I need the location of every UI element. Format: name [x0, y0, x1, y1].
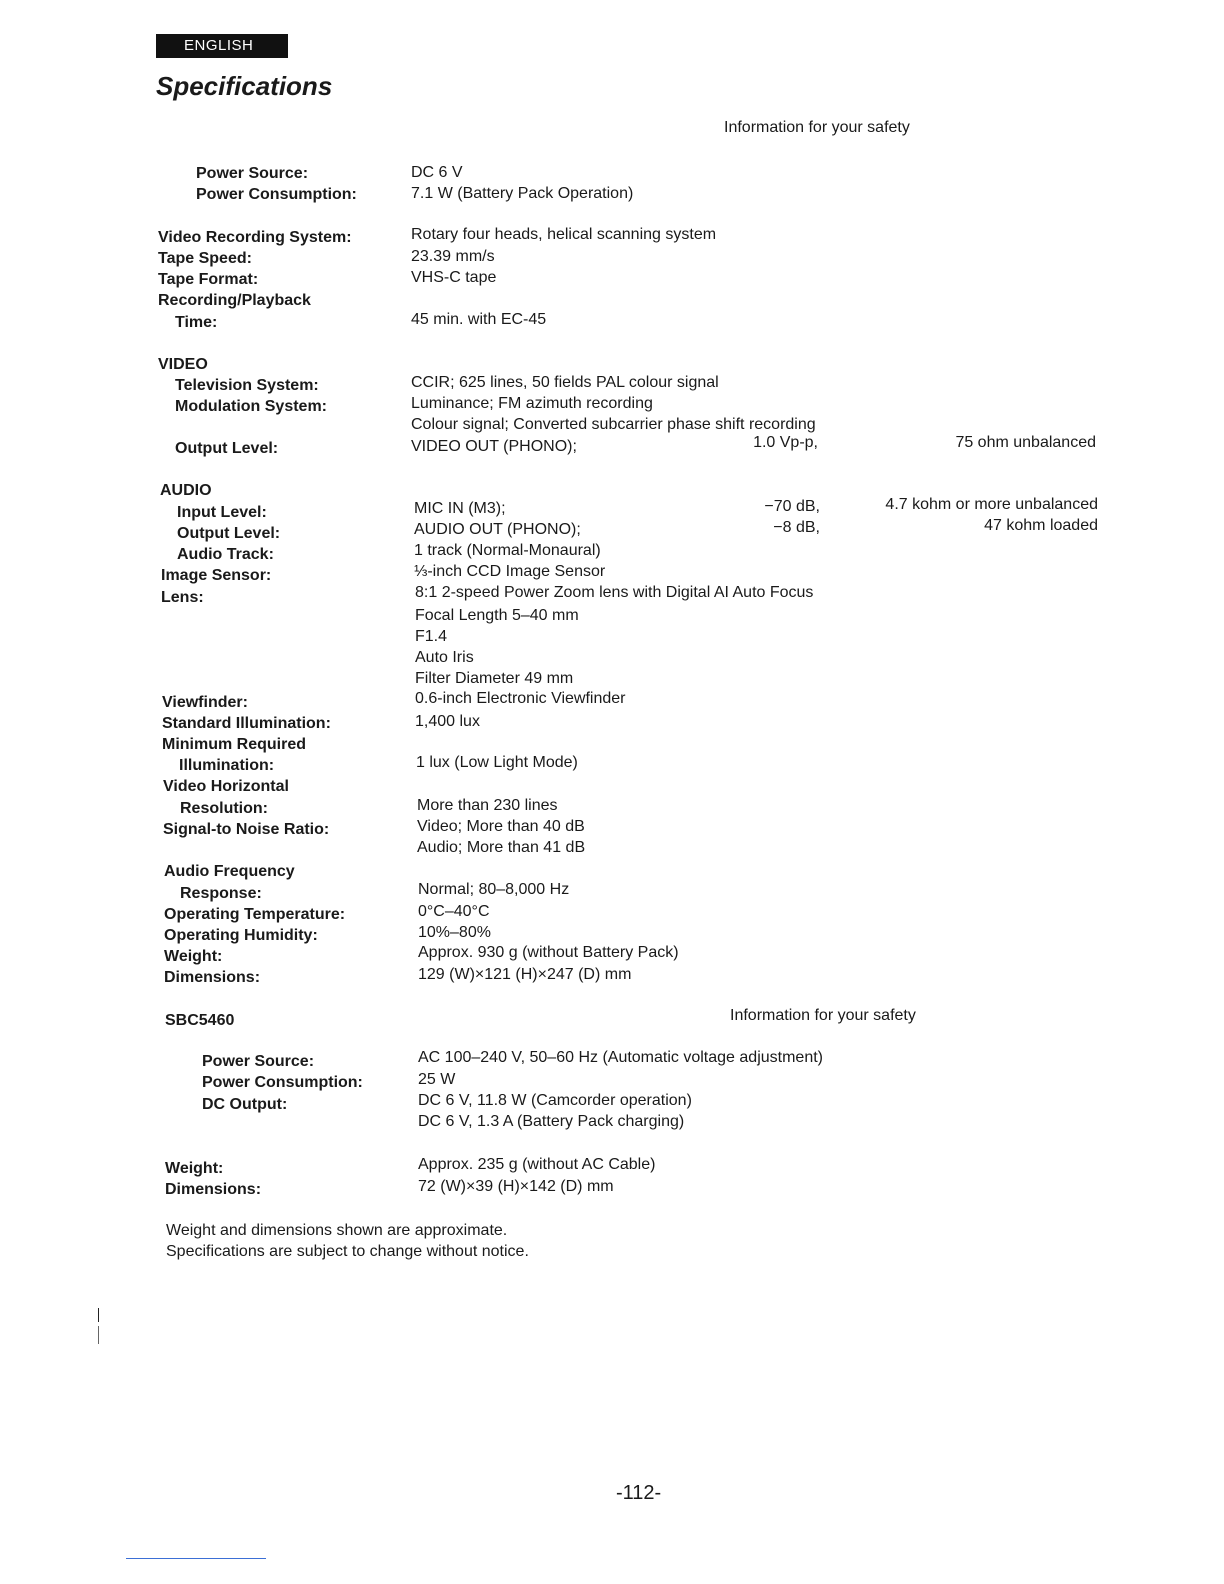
weight-value: Approx. 930 g (without Battery Pack) [418, 944, 679, 961]
page-number: -112- [616, 1482, 662, 1504]
audio-heading: AUDIO [160, 482, 212, 499]
power-source-label: Power Source: [196, 165, 309, 182]
dimensions-value: 129 (W)×121 (H)×247 (D) mm [418, 966, 632, 983]
lens-label: Lens: [161, 589, 204, 606]
snr-value-audio: Audio; More than 41 dB [417, 839, 586, 856]
horiz-resolution-label-cont: Resolution: [180, 800, 268, 817]
margin-mark [98, 1326, 99, 1344]
video-output-note: 75 ohm unbalanced [955, 434, 1096, 451]
image-sensor-value: ⅓-inch CCD Image Sensor [414, 563, 606, 580]
video-heading: VIDEO [158, 356, 208, 373]
video-output-level: 1.0 Vp-p, [753, 434, 818, 451]
adapter-model: SBC5460 [165, 1012, 235, 1029]
audio-track-label: Audio Track: [177, 546, 274, 563]
note-subject-to-change: Specifications are subject to change without notice. [166, 1243, 529, 1260]
tv-system-label: Television System: [175, 377, 319, 394]
adapter-dc-output-value-1: DC 6 V, 11.8 W (Camcorder operation) [418, 1092, 692, 1109]
lens-value-3: F1.4 [415, 628, 448, 645]
viewfinder-value: 0.6-inch Electronic Viewfinder [415, 690, 626, 707]
weight-label: Weight: [164, 948, 223, 965]
op-temp-value: 0°C–40°C [418, 903, 490, 920]
lens-value-4: Auto Iris [415, 649, 474, 666]
page-title: Specifications [156, 71, 333, 101]
adapter-weight-value: Approx. 235 g (without AC Cable) [418, 1156, 656, 1173]
audio-freq-value: Normal; 80–8,000 Hz [418, 881, 570, 898]
snr-label: Signal-to Noise Ratio: [163, 821, 330, 838]
audio-output-value: AUDIO OUT (PHONO); [414, 521, 581, 538]
modulation-label: Modulation System: [175, 398, 328, 415]
dimensions-label: Dimensions: [164, 969, 261, 986]
adapter-dc-output-label: DC Output: [202, 1096, 288, 1113]
audio-input-level-label: Input Level: [177, 504, 267, 521]
audio-output-level: −8 dB, [773, 519, 820, 536]
safety-heading-adapter: Information for your safety [730, 1007, 916, 1024]
tape-speed-label: Tape Speed: [158, 250, 252, 267]
audio-input-level: −70 dB, [764, 498, 820, 515]
audio-track-value: 1 track (Normal-Monaural) [414, 542, 601, 559]
adapter-dimensions-value: 72 (W)×39 (H)×142 (D) mm [418, 1178, 614, 1195]
modulation-value-2: Colour signal; Converted subcarrier phase shift recording [411, 416, 816, 433]
margin-mark [98, 1308, 99, 1322]
min-illumination-label: Minimum Required [162, 736, 307, 753]
adapter-power-source-label: Power Source: [202, 1053, 315, 1070]
lens-value-1: 8:1 2-speed Power Zoom lens with Digital AI Auto Focus [415, 584, 814, 601]
power-consumption-value: 7.1 W (Battery Pack Operation) [411, 185, 634, 202]
power-consumption-label: Power Consumption: [196, 186, 357, 203]
audio-input-value: MIC IN (M3); [414, 500, 506, 517]
audio-output-level-label: Output Level: [177, 525, 281, 542]
tape-speed-value: 23.39 mm/s [411, 248, 495, 265]
adapter-power-consumption-value: 25 W [418, 1071, 456, 1088]
audio-freq-label-cont: Response: [180, 885, 262, 902]
op-humidity-label: Operating Humidity: [164, 927, 318, 944]
min-illumination-label-cont: Illumination: [179, 757, 275, 774]
rec-play-time-label-cont: Time: [175, 314, 218, 331]
viewfinder-label: Viewfinder: [162, 694, 248, 711]
op-temp-label: Operating Temperature: [164, 906, 346, 923]
language-badge: ENGLISH [156, 34, 288, 58]
video-recording-system-label: Video Recording System: [158, 229, 352, 246]
tv-system-value: CCIR; 625 lines, 50 fields PAL colour signal [411, 374, 719, 391]
rec-play-time-value: 45 min. with EC-45 [411, 311, 547, 328]
std-illumination-value: 1,400 lux [415, 713, 480, 730]
adapter-weight-label: Weight: [165, 1160, 224, 1177]
audio-input-note: 4.7 kohm or more unbalanced [885, 496, 1098, 513]
audio-freq-label: Audio Frequency [164, 863, 295, 880]
min-illumination-value: 1 lux (Low Light Mode) [416, 754, 578, 771]
tape-format-label: Tape Format: [158, 271, 259, 288]
horiz-resolution-value: More than 230 lines [417, 797, 558, 814]
safety-heading-camcorder: Information for your safety [724, 119, 910, 136]
video-output-value: VIDEO OUT (PHONO); [411, 438, 577, 455]
adapter-power-source-value: AC 100–240 V, 50–60 Hz (Automatic voltage adjustment) [418, 1049, 823, 1066]
adapter-dimensions-label: Dimensions: [165, 1181, 262, 1198]
op-humidity-value: 10%–80% [418, 924, 491, 941]
audio-output-note: 47 kohm loaded [984, 517, 1098, 534]
adapter-dc-output-value-2: DC 6 V, 1.3 A (Battery Pack charging) [418, 1113, 685, 1130]
lens-value-2: Focal Length 5–40 mm [415, 607, 579, 624]
lens-value-5: Filter Diameter 49 mm [415, 670, 574, 687]
snr-value-video: Video; More than 40 dB [417, 818, 585, 835]
horiz-resolution-label: Video Horizontal [163, 778, 289, 795]
adapter-power-consumption-label: Power Consumption: [202, 1074, 363, 1091]
footer-rule [126, 1558, 266, 1559]
modulation-value-1: Luminance; FM azimuth recording [411, 395, 653, 412]
std-illumination-label: Standard Illumination: [162, 715, 331, 732]
power-source-value: DC 6 V [411, 164, 463, 181]
image-sensor-label: Image Sensor: [161, 567, 272, 584]
video-recording-system-value: Rotary four heads, helical scanning system [411, 226, 717, 243]
video-output-level-label: Output Level: [175, 440, 279, 457]
note-approximate: Weight and dimensions shown are approximate. [166, 1222, 508, 1239]
tape-format-value: VHS-C tape [411, 269, 497, 286]
rec-play-time-label: Recording/Playback [158, 292, 311, 309]
